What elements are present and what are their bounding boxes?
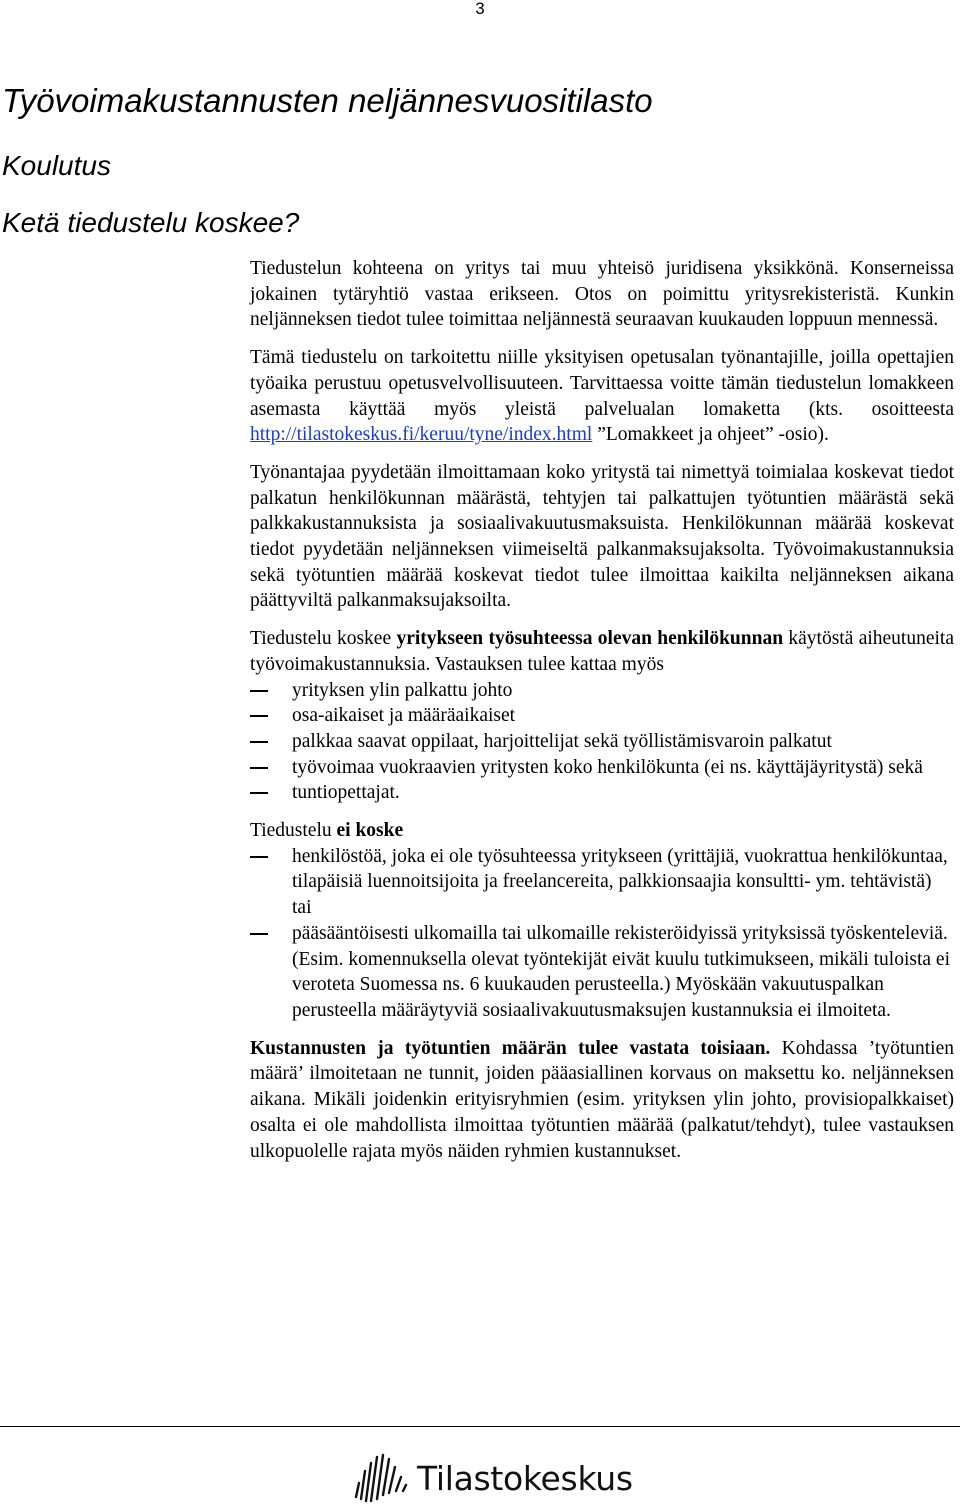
paragraph-target-group-text: Tämä tiedustelu on tarkoitettu niille yksityisen opetusalan työnantajille, joilla opettajien työaika perustuu opetusvelvollisuuteen. Tarvittaessa voitte tämän tiedustelun lomakkeen asemasta käyttää myös yleistä palvelualan lomaketta (kts. osoitteesta	[250, 347, 954, 420]
excludes-list	[250, 844, 954, 1024]
paragraph-excludes-bold: ei koske	[336, 820, 404, 842]
list-item: palkkaa saavat oppilaat, harjoittelijat sekä työllistämisvaroin palkatut	[250, 729, 954, 755]
list-item: pääsääntöisesti ulkomailla tai ulkomaille rekisteröidyissä yrityksissä työskenteleviä. (Esim. komennuksella olevat työntekijät eivät kuulu tutkimukseen, mikäli tuloista ei veroteta Suomessa ns. 6 kuukauden perusteella.) Myöskään vakuutuspalkan perusteella määräytyviä sosiaalivakuutusmaksujen kustannuksia ei ilmoiteta.	[250, 921, 954, 1024]
includes-list	[250, 678, 954, 807]
body-text	[250, 256, 954, 1176]
logo-wordmark: Tilastokeskus	[417, 1458, 633, 1498]
paragraph-includes-text: Tiedustelu koskee	[250, 628, 397, 650]
list-item: työvoimaa vuokraavien yritysten koko henkilökunta (ei ns. käyttäjäyritystä) sekä	[250, 755, 954, 781]
footer-divider	[0, 1426, 960, 1427]
list-item: yrityksen ylin palkattu johto	[250, 678, 954, 704]
section-heading: Koulutus	[2, 150, 111, 181]
paragraph-excludes-text: Tiedustelu	[250, 820, 337, 842]
tilastokeskus-logo-icon	[353, 1453, 409, 1503]
paragraph-consistency-text: Kohdassa ’työtuntien määrä’ ilmoitetaan ne tunnit, joiden pääasiallinen korvaus on maksettu ko. neljänneksen aikana. Mikäli joidenkin erityisryhmien (esim. yrityksen ylin johto, provisiopalkkaiset) osalta ei ole mahdollista ilmoittaa työtuntien määrää (palkatut/tehdyt), tulee vastauksen ulkopuolelle rajata myös näiden ryhmien kustannukset.	[250, 1037, 954, 1162]
paragraph-excludes	[250, 818, 954, 844]
paragraph-includes-tail: käytöstä aiheutuneita työvoimakustannuksia. Vastauksen tulee kattaa myös	[250, 628, 954, 675]
paragraph-scope: Tiedustelun kohteena on yritys tai muu yhteisö juridisena yksikkönä. Konserneissa jokainen tytäryhtiö vastaa erikseen. Otos on poimittu yritysrekisteristä. Kunkin neljänneksen tiedot tulee toimittaa neljännestä seuraavan kuukauden loppuun mennessä.	[250, 258, 954, 331]
survey-forms-link[interactable]: http://tilastokeskus.fi/keruu/tyne/index.html	[250, 424, 593, 446]
paragraph-consistency	[250, 1036, 954, 1165]
list-item: henkilöstöä, joka ei ole työsuhteessa yritykseen (yrittäjiä, vuokrattua henkilökuntaa, tilapäisiä luennoitsijoita ja freelancereita, palkkionsaajia konsultti- ym. tehtävistä) tai	[250, 844, 954, 921]
paragraph-target-group	[250, 345, 954, 448]
document-title: Työvoimakustannusten neljännesvuositilasto	[2, 82, 653, 119]
paragraph-requested-data: Työnantajaa pyydetään ilmoittamaan koko yritystä tai nimettyä toimialaa koskevat tiedot palkatun henkilökunnan määrästä, tehtyjen tai palkattujen työtuntien määrästä sekä palkkakustannuksista ja sosiaalivakuutusmaksuista. Henkilökunnan määrää koskevat tiedot pyydetään neljänneksen viimeiseltä palkanmaksujaksolta. Työvoimakustannuksia sekä työtuntien määrää koskevat tiedot tulee ilmoittaa kaikilta neljänneksen aikana päättyviltä palkanmaksujaksoilta.	[250, 461, 954, 612]
paragraph-includes	[250, 626, 954, 677]
paragraph-consistency-bold: Kustannusten ja työtuntien määrän tulee vastata toisiaan.	[250, 1037, 771, 1059]
paragraph-target-group-tail: ”Lomakkeet ja ohjeet” -osio).	[592, 424, 829, 446]
list-item: osa-aikaiset ja määräaikaiset	[250, 703, 954, 729]
paragraph-includes-bold: yritykseen työsuhteessa olevan henkilökunnan	[396, 628, 784, 650]
tilastokeskus-logo	[353, 1453, 633, 1503]
subsection-heading: Ketä tiedustelu koskee?	[2, 207, 300, 238]
list-item: tuntiopettajat.	[250, 780, 954, 806]
page-number: 3	[475, 0, 485, 18]
